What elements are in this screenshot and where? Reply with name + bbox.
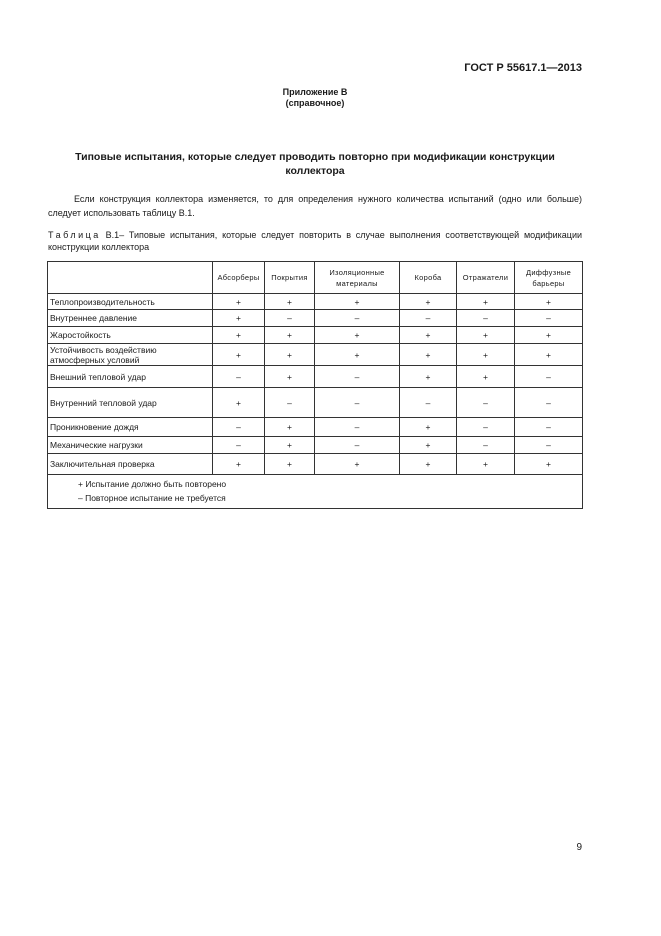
mark-cell: + — [265, 294, 315, 310]
mark-cell: + — [400, 454, 457, 475]
mark-cell: – — [400, 310, 457, 327]
mark-cell: – — [315, 437, 400, 454]
page-number: 9 — [576, 842, 582, 853]
mark-cell: + — [315, 344, 400, 366]
mark-cell: + — [515, 294, 583, 310]
mark-cell: – — [213, 366, 265, 388]
mark-cell: – — [265, 388, 315, 418]
mark-cell: + — [315, 327, 400, 344]
table-header-row — [48, 262, 583, 294]
mark-cell: – — [515, 437, 583, 454]
test-name-cell: Внутреннее давление — [48, 310, 213, 327]
mark-cell: + — [265, 327, 315, 344]
mark-cell: – — [315, 388, 400, 418]
mark-cell: + — [213, 327, 265, 344]
column-header-absorbers: Абсорберы — [213, 262, 265, 294]
mark-cell: – — [457, 388, 515, 418]
mark-cell: – — [457, 437, 515, 454]
mark-cell: + — [515, 344, 583, 366]
table-row — [48, 418, 583, 437]
mark-cell: + — [400, 294, 457, 310]
modification-tests-table — [47, 261, 583, 509]
mark-cell: + — [400, 418, 457, 437]
table-row — [48, 437, 583, 454]
mark-cell: + — [213, 310, 265, 327]
table-row — [48, 294, 583, 310]
mark-cell: + — [515, 454, 583, 475]
mark-cell: – — [265, 310, 315, 327]
mark-cell: + — [457, 454, 515, 475]
table-row — [48, 344, 583, 366]
mark-cell: + — [400, 437, 457, 454]
mark-cell: + — [265, 437, 315, 454]
mark-cell: + — [457, 327, 515, 344]
table-caption-prefix: Таблица — [48, 230, 101, 240]
mark-cell: + — [265, 344, 315, 366]
standard-code: ГОСТ Р 55617.1—2013 — [464, 62, 582, 74]
annex-subtitle: (справочное) — [285, 98, 345, 108]
mark-cell: – — [515, 310, 583, 327]
mark-cell: + — [400, 344, 457, 366]
mark-cell: – — [315, 418, 400, 437]
test-name-cell: Устойчивость воздействию атмосферных условий — [48, 344, 213, 366]
section-title: Типовые испытания, которые следует проводить повторно при модификации конструкции коллектора — [75, 151, 555, 177]
column-header-coatings: Покрытия — [265, 262, 315, 294]
table-row — [48, 327, 583, 344]
mark-cell: + — [515, 327, 583, 344]
table-caption — [48, 229, 582, 253]
mark-cell: – — [515, 418, 583, 437]
test-name-cell: Внутренний тепловой удар — [48, 388, 213, 418]
mark-cell: + — [400, 366, 457, 388]
mark-cell: – — [315, 366, 400, 388]
mark-cell: + — [457, 344, 515, 366]
annex-heading — [0, 87, 630, 109]
mark-cell: + — [265, 366, 315, 388]
mark-cell: + — [265, 454, 315, 475]
mark-cell: + — [213, 454, 265, 475]
mark-cell: + — [457, 294, 515, 310]
legend-no-repeat: – Повторное испытание не требуется — [78, 493, 226, 503]
column-header-insulation: Изоляционные материалы — [315, 262, 400, 294]
legend-repeat: + Испытание должно быть повторено — [78, 479, 227, 489]
mark-cell: – — [457, 418, 515, 437]
test-name-cell: Жаростойкость — [48, 327, 213, 344]
mark-cell: – — [400, 388, 457, 418]
mark-cell: – — [457, 310, 515, 327]
mark-cell: + — [315, 454, 400, 475]
column-header-reflectors: Отражатели — [457, 262, 515, 294]
test-name-cell: Заключительная проверка — [48, 454, 213, 475]
test-name-cell: Проникновение дождя — [48, 418, 213, 437]
table-row — [48, 454, 583, 475]
mark-cell: – — [213, 437, 265, 454]
mark-cell: – — [315, 310, 400, 327]
table-row — [48, 310, 583, 327]
mark-cell: – — [515, 388, 583, 418]
mark-cell: + — [315, 294, 400, 310]
column-header-casings: Короба — [400, 262, 457, 294]
mark-cell: + — [400, 327, 457, 344]
test-name-cell: Теплопроизводительность — [48, 294, 213, 310]
table-legend — [48, 475, 583, 509]
mark-cell: – — [213, 418, 265, 437]
intro-paragraph: Если конструкция коллектора изменяется, то для определения нужного количества испытаний (одно или больше) следует использовать таблицу В.1. — [48, 194, 582, 218]
mark-cell: – — [515, 366, 583, 388]
test-name-cell: Внешний тепловой удар — [48, 366, 213, 388]
mark-cell: + — [457, 366, 515, 388]
annex-title: Приложение В — [282, 87, 348, 97]
mark-cell: + — [213, 294, 265, 310]
mark-cell: + — [213, 388, 265, 418]
column-header-test — [48, 262, 213, 294]
table-caption-text: В.1– Типовые испытания, которые следует повторить в случае выполнения соответствующей модификации конструкции коллектора — [48, 230, 582, 252]
mark-cell: + — [213, 344, 265, 366]
table-row — [48, 388, 583, 418]
table-legend-row — [48, 475, 583, 509]
column-header-diffusion-barriers: Диффузные барьеры — [515, 262, 583, 294]
test-name-cell: Механические нагрузки — [48, 437, 213, 454]
table-row — [48, 366, 583, 388]
mark-cell: + — [265, 418, 315, 437]
